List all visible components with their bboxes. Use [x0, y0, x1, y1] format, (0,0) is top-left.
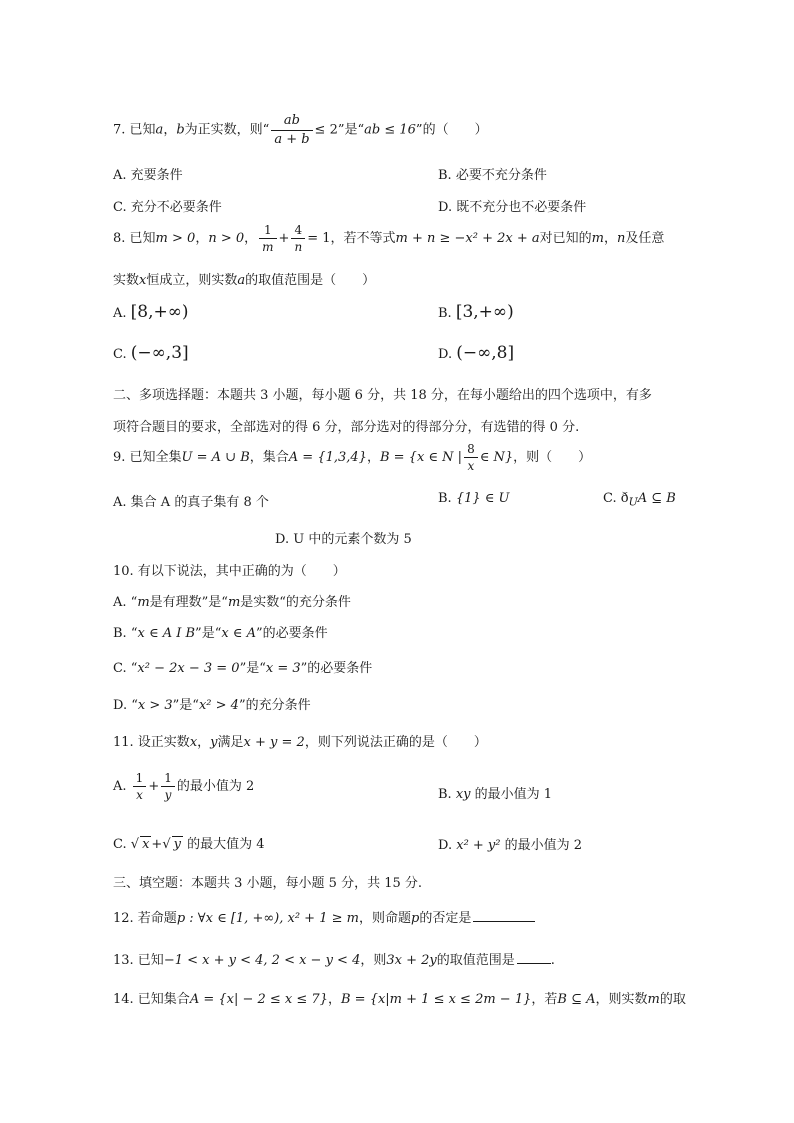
- q8-frac1: [259, 222, 276, 255]
- q7-sep: ，: [163, 122, 177, 138]
- q8-frac2: [291, 222, 305, 255]
- q11-frac2: [161, 770, 175, 803]
- q14-stem: [113, 988, 686, 1007]
- q10-text: ”是“: [239, 661, 266, 676]
- frac-den: y: [164, 788, 172, 803]
- q11-math: xy: [455, 787, 471, 802]
- sqrt-icon: √: [130, 837, 140, 852]
- option-text: 的最小值为 1: [474, 787, 553, 802]
- q8-text: 恒成立，则实数: [146, 273, 238, 288]
- q11-option-c[interactable]: [113, 833, 265, 853]
- q11-text: 满足: [217, 735, 244, 750]
- option-label: A.: [113, 306, 127, 321]
- q12-stem: [113, 907, 535, 926]
- q8-tail: 的取值范围是（ ）: [245, 273, 376, 288]
- q10-text: “: [130, 595, 138, 610]
- q10-var-m: m: [137, 595, 150, 610]
- q8-plus: +: [278, 231, 290, 247]
- option-text: {1} ∈ U: [455, 491, 510, 506]
- q11-option-b[interactable]: [438, 783, 552, 802]
- q11-tail: ，则下列说法正确的是（ ）: [304, 735, 487, 750]
- q9-sep: ，: [366, 450, 380, 466]
- q9-frac: [464, 441, 478, 474]
- q7-var-a: a: [155, 122, 164, 138]
- q10-math: x = 3: [265, 661, 301, 676]
- q8-text: ，若不等式: [330, 231, 396, 247]
- q7-option-c[interactable]: [113, 196, 222, 215]
- q9-option-a[interactable]: [113, 491, 269, 510]
- complement-symbol: ð: [620, 491, 629, 506]
- q10-text: 是有理数”是“: [149, 595, 228, 610]
- q14-pre: 14. 已知集合: [113, 992, 190, 1007]
- q7-tail: ”的（ ）: [415, 122, 488, 138]
- q7-cond2: ab ≤ 16: [364, 122, 416, 138]
- q10-option-b[interactable]: [113, 622, 328, 641]
- complement-subscript: U: [628, 495, 638, 509]
- option-text: 集合 A 的真子集有 8 个: [130, 495, 269, 510]
- q7-pre: 7. 已知: [113, 122, 156, 138]
- q14-set-a: A = {x| − 2 ≤ x ≤ 7}: [189, 992, 328, 1007]
- q11-option-a[interactable]: [113, 770, 254, 803]
- q8-sep: ，: [603, 231, 617, 247]
- q8-inequality: m + n ≥ −x² + 2x + a: [395, 231, 540, 247]
- q8-text: 实数: [113, 273, 140, 288]
- q8-option-b[interactable]: [438, 302, 514, 322]
- q12-answer-blank[interactable]: [473, 921, 535, 922]
- q10-option-c[interactable]: [113, 657, 372, 676]
- q9-set-b-post: ∈ N}: [479, 450, 514, 466]
- q9-set-a: A = {1,3,4}: [288, 450, 367, 466]
- q8-var-n: n: [616, 231, 626, 247]
- q12-text: ，则命题: [358, 911, 411, 926]
- frac-num: 8: [464, 441, 478, 458]
- q10-math: x > 3: [137, 698, 173, 713]
- q8-text: 对已知的: [539, 231, 592, 247]
- option-label: C.: [113, 837, 127, 852]
- q9-option-d[interactable]: [275, 528, 412, 547]
- q10-stem: 10. 有以下说法，其中正确的为（ ）: [113, 564, 346, 579]
- frac-den: x: [467, 459, 475, 474]
- q14-condition: B ⊆ A: [557, 992, 596, 1007]
- q12-proposition: p : ∀x ∈ [1, +∞), x² + 1 ≥ m: [176, 911, 359, 926]
- q9-text: ，集合: [249, 450, 289, 466]
- q8-eq: = 1: [307, 231, 331, 247]
- q11-option-d[interactable]: [438, 834, 582, 853]
- section2-header-line1: 二、多项选择题：本题共 3 小题，每小题 6 分，共 18 分，在每小题给出的四个选项中，有多: [113, 388, 652, 403]
- q7-option-d[interactable]: [438, 196, 586, 215]
- section2-header-line2: 项符合题目的要求，全部选对的得 6 分，部分选对的得部分分，有选错的得 0 分.: [113, 420, 580, 435]
- q10-text: ”的充分条件: [238, 698, 311, 713]
- q7-fraction: [271, 112, 312, 148]
- q8-sep: ，: [244, 231, 258, 247]
- q14-text: ，若: [531, 992, 558, 1007]
- q13-text: ，则: [360, 953, 387, 968]
- q11-sqrt-y: y: [173, 837, 181, 852]
- option-text: (−∞,8]: [456, 343, 515, 363]
- q10-text: ”是“: [195, 626, 222, 641]
- q8-cond-m: m > 0: [155, 231, 196, 247]
- q8-pre: 8. 已知: [113, 231, 156, 247]
- q10-option-a[interactable]: [113, 591, 351, 610]
- q7-stem: [113, 112, 488, 148]
- q10-text: “: [131, 698, 138, 713]
- q10-math: x² − 2x − 3 = 0: [137, 661, 240, 676]
- q10-text: ”的必要条件: [300, 661, 373, 676]
- q7-cond1-tail: ≤ 2”是“: [314, 122, 365, 138]
- option-text: 的最小值为 2: [504, 838, 583, 853]
- option-label: A.: [113, 779, 127, 795]
- q8-option-c[interactable]: [113, 343, 189, 363]
- q14-sep: ，: [327, 992, 341, 1007]
- q9-option-b[interactable]: [438, 491, 510, 506]
- q10-math: x ∈ A: [221, 626, 256, 641]
- option-text: 的最小值为 2: [176, 779, 255, 795]
- q9-set-b-pre: B = {x ∈ N |: [379, 450, 463, 466]
- q9-universal-set: U = A ∪ B: [181, 450, 250, 466]
- q11-stem: [113, 731, 487, 750]
- q13-expression: 3x + 2y: [386, 953, 437, 968]
- q13-tail: 的取值范围是: [436, 953, 515, 968]
- q7-var-b: b: [176, 122, 185, 138]
- option-text: 充要条件: [130, 168, 183, 183]
- q9-pre: 9. 已知全集: [113, 450, 182, 466]
- q11-math: x² + y²: [456, 838, 501, 853]
- option-text: 的最大值为 4: [187, 837, 265, 852]
- q11-pre: 11. 设正实数: [113, 735, 190, 750]
- q12-pre: 12. 若命题: [113, 911, 177, 926]
- q8-option-d[interactable]: [438, 343, 514, 363]
- q10-text: 是实数“的充分条件: [240, 595, 351, 610]
- option-label: D.: [438, 347, 453, 362]
- frac-num: 1: [133, 770, 147, 787]
- frac-num: 1: [259, 222, 276, 239]
- option-label: A.: [113, 168, 127, 183]
- q14-set-b: B = {x|m + 1 ≤ x ≤ 2m − 1}: [340, 992, 532, 1007]
- option-text: A ⊆ B: [637, 491, 676, 506]
- q11-plus: +: [148, 779, 160, 795]
- q8-option-a[interactable]: [113, 302, 189, 322]
- q8-var-a: a: [237, 273, 246, 288]
- q10-var-m: m: [227, 595, 241, 610]
- q12-var-p: p: [410, 911, 420, 926]
- q8-cond-n: n > 0: [208, 231, 245, 247]
- q11-plus: +: [151, 837, 163, 852]
- q9-tail: ，则（ ）: [513, 450, 592, 466]
- option-text: (−∞,3]: [130, 343, 189, 363]
- q11-sep: ，: [197, 735, 211, 750]
- option-label: B.: [438, 168, 452, 183]
- option-label: D.: [275, 532, 290, 547]
- frac-num: 4: [291, 222, 305, 239]
- q7-frac-den: a + b: [274, 131, 310, 147]
- option-text: 充分不必要条件: [130, 200, 222, 215]
- q8-var-m: m: [591, 231, 604, 247]
- sqrt-icon: √: [162, 837, 171, 852]
- option-label: C.: [603, 491, 617, 506]
- section3-header: 三、填空题：本题共 3 小题，每小题 5 分，共 15 分.: [113, 876, 423, 891]
- frac-den: x: [136, 788, 143, 803]
- option-label: D.: [438, 200, 453, 215]
- q10-text: ”是“: [172, 698, 199, 713]
- q11-frac1: [133, 770, 147, 803]
- option-label: C.: [113, 347, 127, 362]
- q13-stem: [113, 949, 555, 968]
- q9-option-c[interactable]: [603, 491, 676, 509]
- option-label: D.: [438, 838, 453, 853]
- q12-tail: 的否定是: [419, 911, 472, 926]
- q13-conditions: −1 < x + y < 4, 2 < x − y < 4: [163, 953, 361, 968]
- q13-period: .: [550, 953, 555, 968]
- q9-stem: [113, 441, 591, 474]
- option-text: [3,+∞): [455, 302, 514, 322]
- q14-text: ，则实数: [595, 992, 648, 1007]
- q10-option-d[interactable]: [113, 694, 311, 713]
- q11-condition: x + y = 2: [243, 735, 305, 750]
- option-text: 既不充分也不必要条件: [456, 200, 587, 215]
- q8-var-x: x: [139, 273, 147, 288]
- q14-tail: 的取: [659, 992, 686, 1007]
- q7-frac-num: ab: [271, 112, 312, 131]
- frac-den: n: [294, 240, 303, 255]
- q11-var-y: y: [210, 735, 218, 750]
- q7-mid: 为正实数，则“: [184, 122, 270, 138]
- option-label: C.: [113, 200, 127, 215]
- q10-math: x² > 4: [198, 698, 239, 713]
- option-label: D.: [113, 698, 128, 713]
- q10-text: “: [130, 661, 138, 676]
- option-label: B.: [438, 787, 452, 802]
- q7-option-a[interactable]: [113, 164, 183, 183]
- q14-var-m: m: [647, 992, 660, 1007]
- q8-text: 及任意: [625, 231, 665, 247]
- q8-stem-line1: [113, 222, 664, 255]
- q10-math: x ∈ A I B: [137, 626, 196, 641]
- q7-option-b[interactable]: [438, 164, 547, 183]
- option-text: U 中的元素个数为 5: [293, 532, 412, 547]
- option-label: B.: [438, 491, 452, 506]
- option-label: A.: [113, 495, 127, 510]
- option-label: C.: [113, 661, 127, 676]
- q13-answer-blank[interactable]: [517, 963, 551, 964]
- q11-var-x: x: [189, 735, 198, 750]
- q11-sqrt-x: x: [142, 837, 150, 852]
- option-text: 必要不充分条件: [455, 168, 547, 183]
- q13-pre: 13. 已知: [113, 953, 164, 968]
- q8-stem-line2: [113, 269, 375, 288]
- frac-num: 1: [161, 770, 175, 787]
- frac-den: m: [262, 240, 274, 255]
- option-text: [8,+∞): [130, 302, 189, 322]
- option-label: B.: [438, 306, 452, 321]
- q10-text: ”的必要条件: [255, 626, 328, 641]
- q10-text: “: [130, 626, 138, 641]
- q8-sep: ，: [195, 231, 209, 247]
- option-label: B.: [113, 626, 127, 641]
- option-label: A.: [113, 595, 127, 610]
